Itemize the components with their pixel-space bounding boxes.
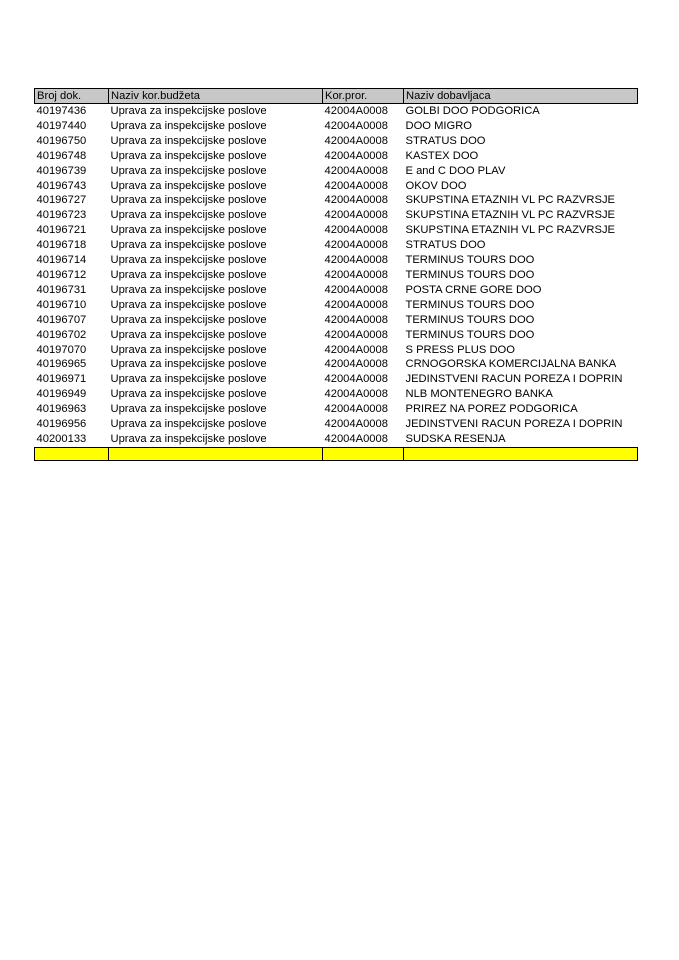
cell-naziv-kor-budzeta: Uprava za inspekcijske poslove — [110, 149, 267, 162]
cell-naziv-dobavljaca: SKUPSTINA ETAZNIH VL PC RAZVRSJE — [405, 224, 615, 237]
cell-naziv-dobavljaca: NLB MONTENEGRO BANKA — [405, 388, 553, 401]
cell-broj-dok: 40196707 — [36, 313, 87, 326]
cell-kor-pror: 42004A0008 — [324, 179, 388, 192]
total-row — [35, 447, 638, 460]
cell-naziv-dobavljaca: STRATUS DOO — [405, 134, 486, 147]
cell-broj-dok: 40196956 — [36, 418, 87, 431]
table-row — [35, 149, 638, 164]
cell-naziv-dobavljaca: SKUPSTINA ETAZNIH VL PC RAZVRSJE — [405, 209, 615, 222]
cell-kor-pror: 42004A0008 — [324, 105, 388, 117]
cell-kor-pror: 42004A0008 — [324, 164, 388, 177]
cell-broj-dok: 40200133 — [36, 432, 87, 445]
cell-naziv-kor-budzeta: Uprava za inspekcijske poslove — [110, 254, 267, 267]
cell-naziv-kor-budzeta: Uprava za inspekcijske poslove — [110, 105, 267, 117]
cell-naziv-dobavljaca: STRATUS DOO — [405, 239, 486, 252]
cell-naziv-dobavljaca: S PRESS PLUS DOO — [405, 343, 515, 356]
cell-naziv-kor-budzeta: Uprava za inspekcijske poslove — [110, 313, 267, 326]
cell-kor-pror: 42004A0008 — [324, 134, 388, 147]
cell-kor-pror: 42004A0008 — [324, 298, 388, 311]
table-row — [35, 313, 638, 328]
cell-kor-pror: 42004A0008 — [324, 373, 388, 386]
table-row — [35, 372, 638, 387]
cell-naziv-kor-budzeta: Uprava za inspekcijske poslove — [110, 239, 267, 252]
cell-naziv-kor-budzeta: Uprava za inspekcijske poslove — [110, 298, 267, 311]
header-kor-pror: Kor.pror. — [323, 89, 404, 104]
cell-naziv-kor-budzeta: Uprava za inspekcijske poslove — [110, 358, 267, 371]
cell-kor-pror: 42004A0008 — [324, 239, 388, 252]
cell-broj-dok: 40196710 — [36, 298, 87, 311]
cell-kor-pror: 42004A0008 — [324, 224, 388, 237]
header-naziv-dobavljaca: Naziv dobavljaca — [404, 89, 638, 104]
total-cell — [323, 447, 404, 460]
cell-naziv-dobavljaca: E and C DOO PLAV — [405, 164, 506, 177]
cell-broj-dok: 40196965 — [36, 358, 87, 371]
cell-naziv-kor-budzeta: Uprava za inspekcijske poslove — [110, 328, 267, 341]
cell-naziv-dobavljaca: TERMINUS TOURS DOO — [405, 254, 535, 267]
cell-broj-dok: 40196739 — [36, 164, 87, 177]
cell-broj-dok: 40196712 — [36, 268, 87, 281]
cell-broj-dok: 40196743 — [36, 179, 87, 192]
total-cell — [109, 447, 323, 460]
cell-broj-dok: 40196748 — [36, 149, 87, 162]
cell-kor-pror: 42004A0008 — [324, 209, 388, 222]
table-row — [35, 402, 638, 417]
cell-kor-pror: 42004A0008 — [324, 403, 388, 416]
total-cell — [35, 447, 109, 460]
cell-naziv-dobavljaca: OKOV DOO — [405, 179, 467, 192]
cell-broj-dok: 40196971 — [36, 373, 87, 386]
cell-naziv-dobavljaca: CRNOGORSKA KOMERCIJALNA BANKA — [405, 358, 617, 371]
cell-naziv-kor-budzeta: Uprava za inspekcijske poslove — [110, 224, 267, 237]
table-row — [35, 193, 638, 208]
cell-broj-dok: 40196723 — [36, 209, 87, 222]
table-row — [35, 357, 638, 372]
header-broj-dok: Broj dok. — [35, 89, 109, 104]
cell-kor-pror: 42004A0008 — [324, 432, 388, 445]
cell-naziv-kor-budzeta: Uprava za inspekcijske poslove — [110, 209, 267, 222]
table-row — [35, 179, 638, 194]
cell-naziv-kor-budzeta: Uprava za inspekcijske poslove — [110, 134, 267, 147]
cell-kor-pror: 42004A0008 — [324, 388, 388, 401]
table-row — [35, 253, 638, 268]
total-cell — [404, 447, 638, 460]
cell-naziv-dobavljaca: SKUPSTINA ETAZNIH VL PC RAZVRSJE — [405, 194, 615, 207]
payments-table — [34, 88, 638, 461]
table-row — [35, 134, 638, 149]
cell-naziv-kor-budzeta: Uprava za inspekcijske poslove — [110, 403, 267, 416]
cell-broj-dok: 40196731 — [36, 283, 87, 296]
cell-broj-dok: 40196727 — [36, 194, 87, 207]
cell-naziv-dobavljaca: TERMINUS TOURS DOO — [405, 268, 535, 281]
cell-kor-pror: 42004A0008 — [324, 149, 388, 162]
cell-naziv-dobavljaca: JEDINSTVENI RACUN POREZA I DOPRIN — [405, 418, 623, 431]
cell-naziv-kor-budzeta: Uprava za inspekcijske poslove — [110, 373, 267, 386]
cell-naziv-dobavljaca: TERMINUS TOURS DOO — [405, 298, 535, 311]
table-row — [35, 417, 638, 432]
table-row — [35, 343, 638, 358]
cell-naziv-dobavljaca: TERMINUS TOURS DOO — [405, 313, 535, 326]
cell-broj-dok: 40196714 — [36, 254, 87, 267]
table-row — [35, 387, 638, 402]
table-row — [35, 268, 638, 283]
cell-broj-dok: 40196949 — [36, 388, 87, 401]
cell-naziv-dobavljaca: KASTEX DOO — [405, 149, 479, 162]
cell-broj-dok: 40196718 — [36, 239, 87, 252]
header-row — [35, 89, 638, 104]
cell-naziv-kor-budzeta: Uprava za inspekcijske poslove — [110, 418, 267, 431]
cell-kor-pror: 42004A0008 — [324, 358, 388, 371]
table-row — [35, 223, 638, 238]
cell-naziv-dobavljaca: JEDINSTVENI RACUN POREZA I DOPRIN — [405, 373, 623, 386]
cell-broj-dok: 40197436 — [36, 105, 87, 117]
cell-naziv-kor-budzeta: Uprava za inspekcijske poslove — [110, 119, 267, 132]
cell-naziv-kor-budzeta: Uprava za inspekcijske poslove — [110, 432, 267, 445]
table-row — [35, 164, 638, 179]
cell-kor-pror: 42004A0008 — [324, 254, 388, 267]
cell-broj-dok: 40197070 — [36, 343, 87, 356]
cell-broj-dok: 40196963 — [36, 403, 87, 416]
cell-naziv-kor-budzeta: Uprava za inspekcijske poslove — [110, 343, 267, 356]
cell-kor-pror: 42004A0008 — [324, 194, 388, 207]
cell-naziv-dobavljaca: TERMINUS TOURS DOO — [405, 328, 535, 341]
table-row — [35, 283, 638, 298]
table-row — [35, 328, 638, 343]
table-row — [35, 104, 638, 119]
cell-naziv-kor-budzeta: Uprava za inspekcijske poslove — [110, 194, 267, 207]
cell-kor-pror: 42004A0008 — [324, 283, 388, 296]
cell-kor-pror: 42004A0008 — [324, 418, 388, 431]
cell-broj-dok: 40196721 — [36, 224, 87, 237]
cell-naziv-dobavljaca: DOO MIGRO — [405, 119, 473, 132]
table-row — [35, 298, 638, 313]
cell-naziv-dobavljaca: PRIREZ NA POREZ PODGORICA — [405, 403, 578, 416]
table-row — [35, 238, 638, 253]
cell-kor-pror: 42004A0008 — [324, 268, 388, 281]
cell-naziv-kor-budzeta: Uprava za inspekcijske poslove — [110, 164, 267, 177]
cell-naziv-kor-budzeta: Uprava za inspekcijske poslove — [110, 268, 267, 281]
cell-broj-dok: 40196702 — [36, 328, 87, 341]
cell-naziv-kor-budzeta: Uprava za inspekcijske poslove — [110, 179, 267, 192]
cell-naziv-kor-budzeta: Uprava za inspekcijske poslove — [110, 283, 267, 296]
table-row — [35, 432, 638, 447]
cell-broj-dok: 40197440 — [36, 119, 87, 132]
cell-naziv-kor-budzeta: Uprava za inspekcijske poslove — [110, 388, 267, 401]
cell-kor-pror: 42004A0008 — [324, 119, 388, 132]
cell-naziv-dobavljaca: GOLBI DOO PODGORICA — [405, 105, 540, 117]
cell-kor-pror: 42004A0008 — [324, 313, 388, 326]
cell-kor-pror: 42004A0008 — [324, 343, 388, 356]
cell-kor-pror: 42004A0008 — [324, 328, 388, 341]
table-row — [35, 119, 638, 134]
header-naziv-kor-budzeta: Naziv kor.budžeta — [109, 89, 323, 104]
cell-broj-dok: 40196750 — [36, 134, 87, 147]
table-row — [35, 208, 638, 223]
cell-naziv-dobavljaca: SUDSKA RESENJA — [405, 432, 506, 445]
spreadsheet — [34, 88, 638, 461]
cell-naziv-dobavljaca: POSTA CRNE GORE DOO — [405, 283, 542, 296]
